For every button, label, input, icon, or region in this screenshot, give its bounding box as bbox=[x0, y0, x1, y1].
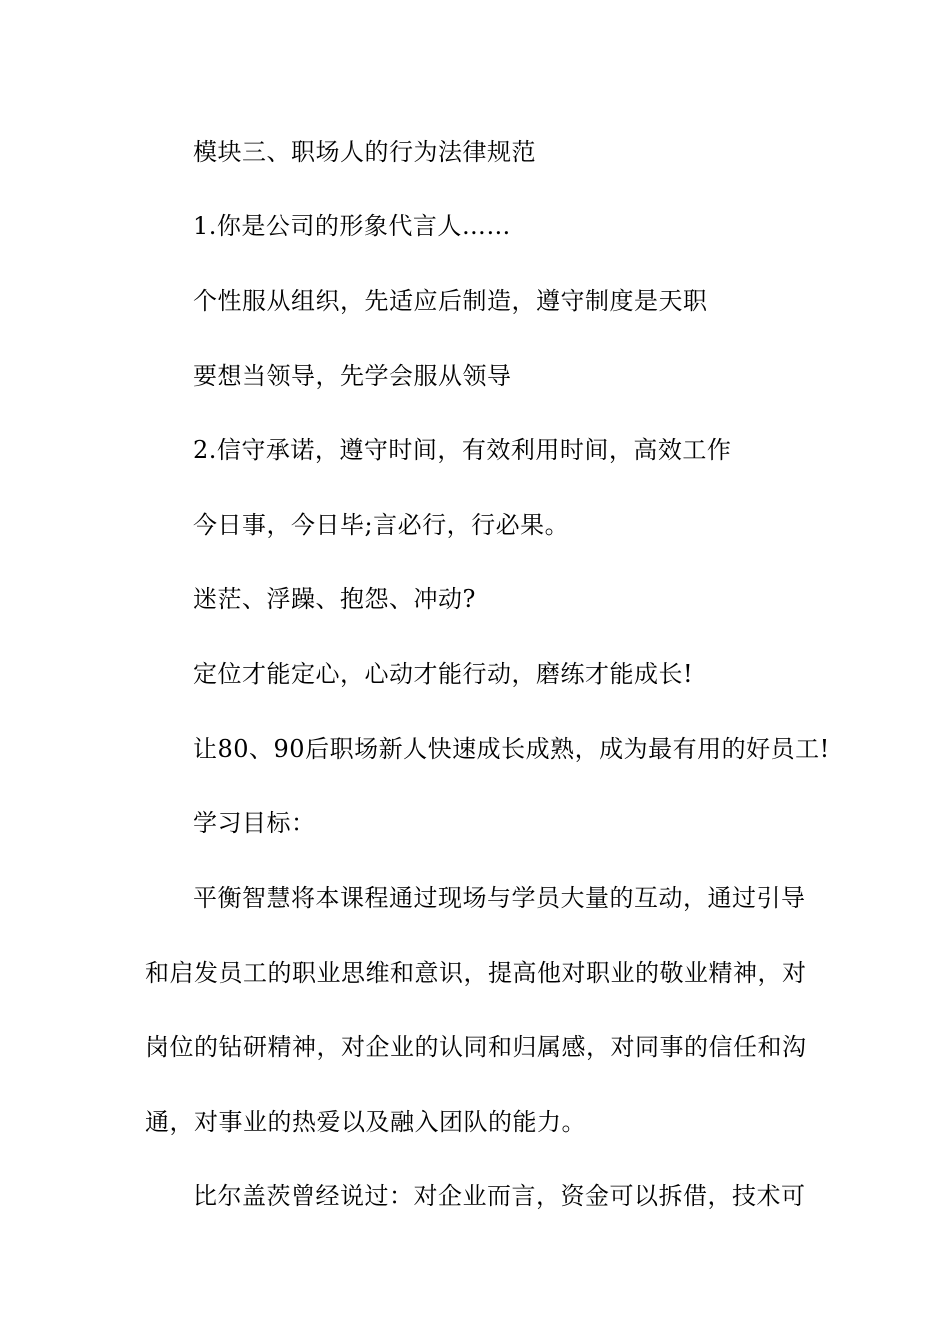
paragraph-line: 通，对事业的热爱以及融入团队的能力。 bbox=[145, 1108, 586, 1136]
list-item-2: 2.信守承诺，遵守时间，有效利用时间，高效工作 bbox=[193, 436, 732, 464]
paragraph-line: 比尔盖茨曾经说过：对企业而言，资金可以拆借，技术可 bbox=[193, 1182, 806, 1210]
paragraph-line: 今日事，今日毕;言必行，行必果。 bbox=[193, 511, 570, 539]
paragraph-line: 让80、90后职场新人快速成长成熟，成为最有用的好员工! bbox=[193, 735, 830, 763]
paragraph-line: 岗位的钻研精神，对企业的认同和归属感，对同事的信任和沟 bbox=[145, 1033, 807, 1061]
list-item-1: 1.你是公司的形象代言人…… bbox=[193, 212, 511, 240]
paragraph-line: 定位才能定心，心动才能行动，磨练才能成长! bbox=[193, 660, 694, 688]
paragraph-line: 迷茫、浮躁、抱怨、冲动? bbox=[193, 585, 476, 613]
paragraph-line: 要想当领导，先学会服从领导 bbox=[193, 362, 512, 390]
subheading: 学习目标： bbox=[193, 809, 316, 837]
paragraph-line: 平衡智慧将本课程通过现场与学员大量的互动，通过引导 bbox=[193, 884, 806, 912]
section-heading: 模块三、职场人的行为法律规范 bbox=[193, 138, 536, 166]
paragraph-line: 个性服从组织，先适应后制造，遵守制度是天职 bbox=[193, 287, 708, 315]
paragraph-line: 和启发员工的职业思维和意识，提高他对职业的敬业精神，对 bbox=[145, 959, 807, 987]
